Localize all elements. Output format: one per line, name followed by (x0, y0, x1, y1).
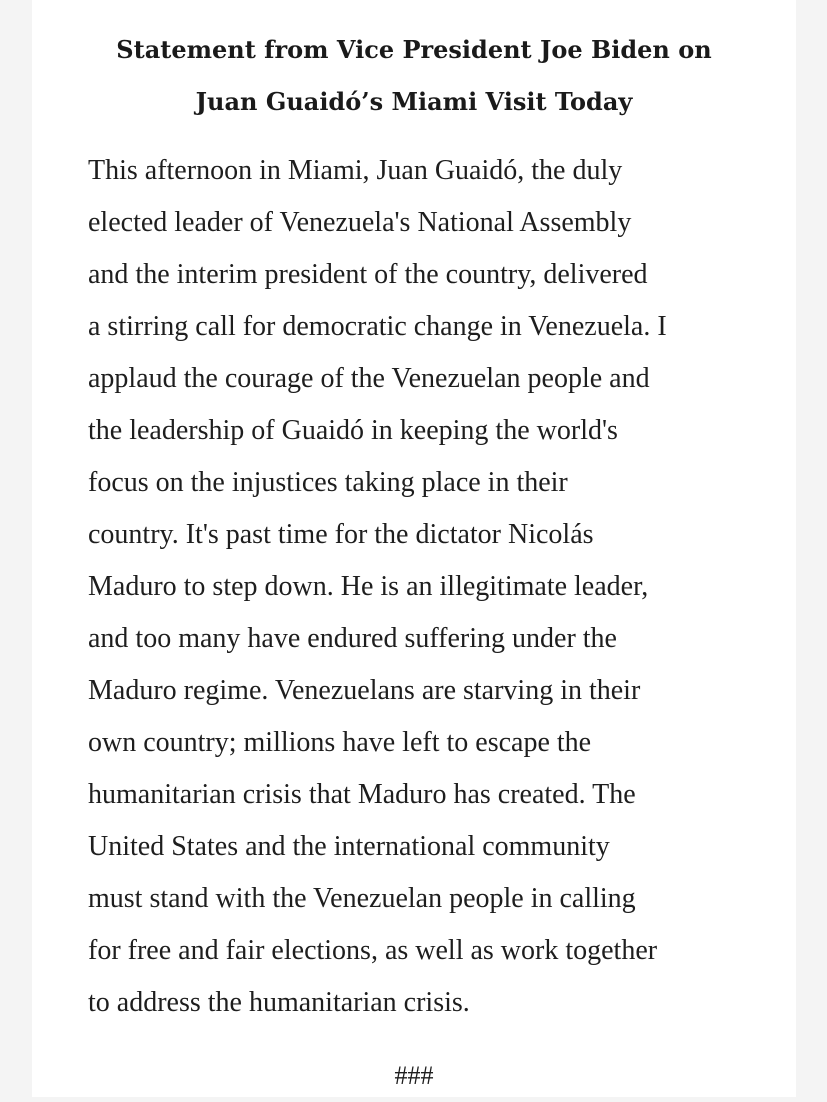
body-line: own country; millions have left to escape the (88, 727, 592, 758)
body-line: focus on the injustices taking place in their (88, 467, 568, 498)
body-line: This afternoon in Miami, Juan Guaidó, the duly (88, 155, 623, 186)
title-line: Statement from Vice President Joe Biden on (116, 35, 712, 64)
body-line: the leadership of Guaidó in keeping the world's (88, 415, 618, 446)
body-line: applaud the courage of the Venezuelan people and (88, 363, 650, 394)
body-line: Maduro to step down. He is an illegitimate leader, (88, 571, 649, 602)
end-of-release-mark: ### (394, 1061, 434, 1090)
document-page (32, 0, 796, 1097)
body-line: country. It's past time for the dictator Nicolás (88, 519, 594, 550)
body-line: a stirring call for democratic change in Venezuela. I (88, 311, 667, 342)
body-line: and the interim president of the country, delivered (88, 259, 648, 290)
body-line: must stand with the Venezuelan people in calling (88, 883, 636, 914)
body-line: elected leader of Venezuela's National Assembly (88, 207, 632, 238)
body-line: and too many have endured suffering under the (88, 623, 617, 654)
statement-title (32, 24, 796, 128)
title-line: Juan Guaidó’s Miami Visit Today (195, 87, 633, 116)
body-line: Maduro regime. Venezuelans are starving in their (88, 675, 641, 706)
statement-body (88, 145, 778, 1029)
body-line: for free and fair elections, as well as work together (88, 935, 658, 966)
body-line: to address the humanitarian crisis. (88, 987, 470, 1018)
body-line: United States and the international community (88, 831, 610, 862)
body-line: humanitarian crisis that Maduro has created. The (88, 779, 636, 810)
